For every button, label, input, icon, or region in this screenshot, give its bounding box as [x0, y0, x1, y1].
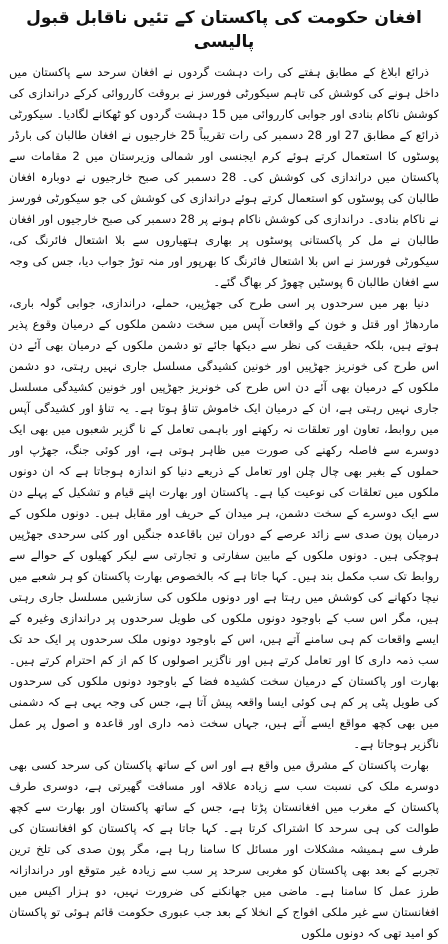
article-paragraph-2: دنیا بھر میں سرحدوں پر اسی طرح کی جھڑپیں، حملے، دراندازی، جوابی گولہ باری، ماردھاڑ اور قتل و خون کے واقعات آپس میں سخت دشمن ملکوں کے درمیان وقوع پذیر ہوتے ہیں، بلکہ حقیقت کی نظر سے دیکھا جائے تو دشمن ملکوں کے درمیان بھی آئے دن اس طرح کی خونریز جھڑپیں اور خونین کشیدگی مسلسل جاری نہیں رہتی، دو دشمن ملکوں کے درمیان بھی آئے دن اس طرح کی خونریز جھڑپیں اور خونین کشیدگی مسلسل جاری نہیں رہتی ہے، ان کے درمیان ایک خاموش تناؤ ہوتا ہے۔ یہ تناؤ اور کشیدگی آپس میں روابط، تعاون اور تعلقات نہ رکھنے اور باہمی تعامل کے نا گزیر شعبوں میں بھی ایک دوسرے سے فاصلہ رکھنے کی صورت میں ظاہر ہوتی ہے، اور کوئی جنگ، جھڑپ اور حملوں کے بغیر بھی چال چلن اور تعامل کے ذریعے دنیا کو اندازہ ہوجاتا ہے کہ ان دونوں ملکوں میں تعلقات کی نوعیت کیا ہے۔ پاکستان اور بھارت اپنے قیام و تشکیل کے پہلے دن سے ایک دوسرے کے سخت دشمن، ہر میدان کے حریف اور مقابل ہیں۔ دونوں ملکوں کے درمیان پون صدی سے زائد عرصے کے دوران تین باقاعدہ جنگیں اور کئی سرحدی جھڑپیں ہوچکی ہیں۔ دونوں ملکوں کے مابین سفارتی و تجارتی سے لیکر کھیلوں کے حوالے سے روابط تک سب مکمل بند ہیں۔ کہا جاتا ہے کہ بالخصوص بھارت پاکستان کو ہر شعبے میں نیچا دکھانے کی کوشش میں رہتا ہے اور دونوں ملکوں کی سازشیں مسلسل جاری رہتی ہیں، مگر اس سب کے باوجود دونوں ملکوں کی طویل سرحدوں پر دراندازی وغیرہ کے ایسے واقعات کم ہی سامنے آتے ہیں، اس کے باوجود دونوں ملک سرحدوں پر ایک حد تک سب ذمہ داری کا اور تعامل کرتے ہیں اور ناگزیر اصولوں کا کم از کم احترام کرتے ہیں۔ بھارت اور پاکستان کے درمیان سخت کشیدہ فضا کے باوجود دونوں ملکوں کی سرحدوں کی طویل پٹی پر کم ہی کوئی ایسا واقعہ پیش آتا ہے، جس کی وجہ یہی ہے کہ دشمنی میں بھی کچھ مواقع ایسے آتے ہیں، جہاں سخت ذمہ داری اور قاعدہ و اصول پر عمل ناگزیر ہوجاتا ہے۔ — [9, 296, 439, 751]
article-paragraph-3: بھارت پاکستان کے مشرق میں واقع ہے اور اس کے ساتھ پاکستان کی سرحد کسی بھی دوسرے ملک کی نسبت سب سے زیادہ علاقہ اور مسافت گھیرتی ہے، دوسری طرف پاکستان کے مغرب میں افغانستان پڑتا ہے، جس کے ساتھ پاکستان اور بھارت سے کچھ طوالت کی ہی سرحد کا اشتراک کرتا ہے۔ کہا جاتا ہے کہ پاکستان کو افغانستان کی طرف سے ہمیشہ مشکلات اور مسائل کا سامنا رہا ہے، مگر پون صدی کی تلخ ترین تجربے کے بعد بھی پاکستان کو مغربی سرحد پر سب سے زیادہ غیر متوقع اور دراندازانہ طرز عمل کا سامنا ہے۔ ماضی میں جھانکنے کی ضرورت نہیں، دو ہزار اکیس میں افغانستان سے غیر ملکی افواج کے انخلا کے بعد جب عبوری حکومت قائم ہوئی تو پاکستان کو امید تھی کہ دونوں ملکوں — [9, 758, 439, 940]
article-headline: افغان حکومت کی پاکستان کے تئیں ناقابل قبول پالیسی — [26, 8, 422, 52]
article-paragraph-1: ذرائع ابلاغ کے مطابق ہفتے کی رات دہشت گردوں نے افغان سرحد سے پاکستان میں داخل ہونے کی کوشش کی تاہم سیکورٹی فورسز نے بروقت کارروائی کرکے دراندازی کی کوشش ناکام بنادی اور جوابی کارروائی میں 15 دہشت گردوں کو ٹھکانے لگادیا۔ سیکورٹی ذرائع کے مطابق 27 اور 28 دسمبر کی رات تقریباً 25 خارجیوں نے افغان طالبان کی بارڈر پوسٹوں کا استعمال کرتے ہوئے کرم ایجنسی اور شمالی وزیرستان میں 2 مقامات سے پاکستان میں دراندازی کی کوشش کی۔ 28 دسمبر کی صبح خارجیوں نے دوبارہ افغان طالبان کی پوسٹوں کو استعمال کرتے ہوئے دراندازی کی کوشش کی جو سیکورٹی فورسز نے ناکام بنادی۔ دراندازی کی کوشش ناکام ہونے پر 28 دسمبر کی صبح خارجیوں اور افغان طالبان نے مل کر پاکستانی پوسٹوں پر بھاری ہتھیاروں سے بلا اشتعال فائرنگ کی، سیکورٹی فورسز نے اس بلا اشتعال فائرنگ کا بھرپور اور منہ توڑ جواب دیا، جس کی وجہ سے افغان طالبان 6 پوسٹیں چھوڑ کر بھاگ گئے۔ — [9, 65, 440, 289]
article-body — [9, 62, 439, 944]
